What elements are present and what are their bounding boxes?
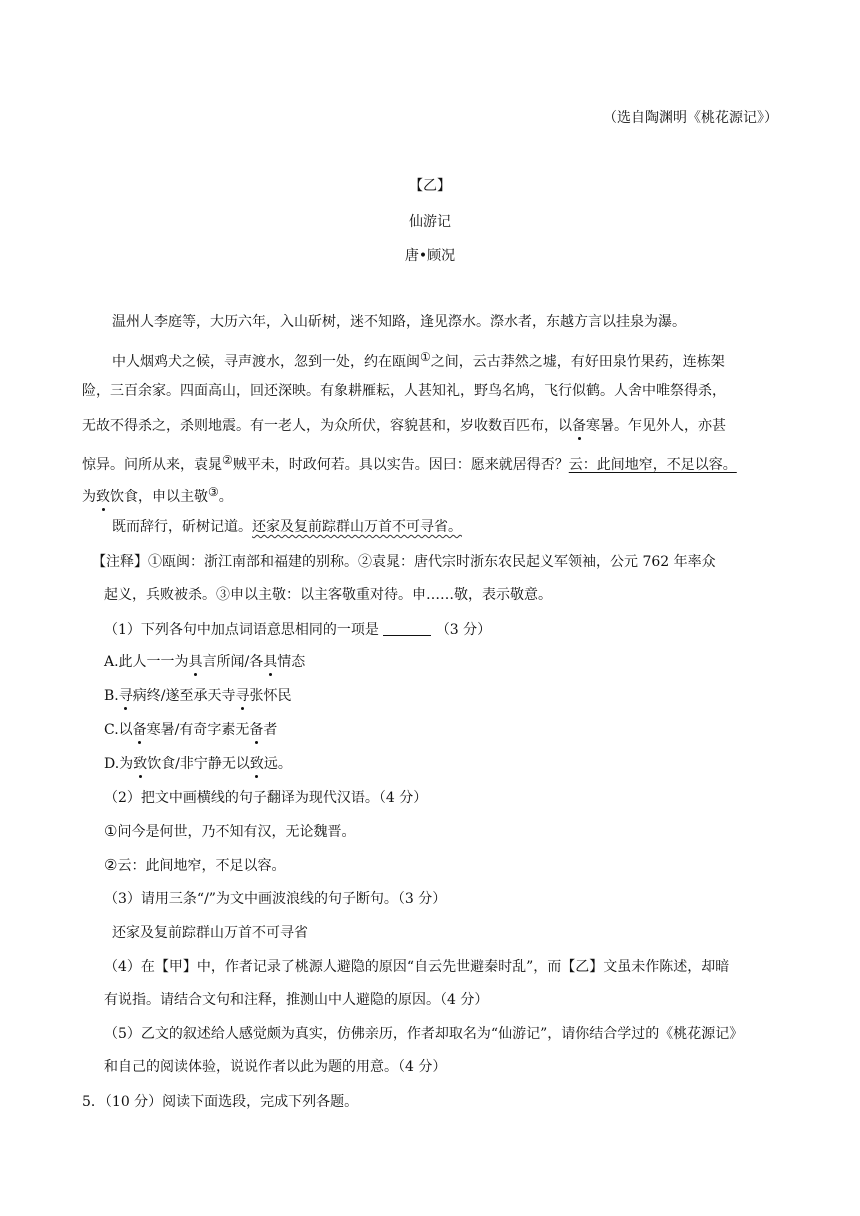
passage-author: 唐•顾况: [404, 248, 456, 264]
passage-paragraph-3: 既而辞行，斫树记道。还家及复前踪群山万首不可寻省。: [112, 519, 462, 535]
question-1-option-d: D.为致饮食/非宁静无以致远。: [104, 756, 292, 772]
question-3-sentence: 还家及复前踪群山万首不可寻省: [112, 925, 308, 941]
question-4-line-2: 有说指。请结合文句和注释，推测山中人避隐的原因。（4 分）: [104, 992, 489, 1008]
question-2-sentence-1: ①问今是何世，乃不知有汉，无论魏晋。: [104, 822, 356, 840]
emphasis-dot-char: 备: [572, 418, 586, 434]
notes-line-2: 起义，兵败被杀。③申以主敬：以主客敬重对待。申……敬，表示敬意。: [104, 587, 552, 603]
next-question-heading: 5．（10 分）阅读下面选段，完成下列各题。: [82, 1094, 359, 1110]
question-1-option-b: B.寻病终/遂至承天寺寻张怀民: [104, 688, 292, 704]
notes-line-1: 【注释】①瓯闽：浙江南部和福建的别称。②袁晁：唐代宗时浙东农民起义军领袖，公元 762 年率众: [92, 554, 716, 570]
footnote-ref-3: ③: [208, 485, 219, 499]
question-1-stem: （1）下列各句中加点词语意思相同的一项是 （3 分）: [104, 622, 492, 638]
wavy-underlined-sentence: 还家及复前踪群山万首不可寻省。: [252, 519, 462, 535]
passage-paragraph-2-line-3: 无故不得杀之，杀则地震。有一老人，为众所伏，容貌甚和，岁收数百匹布，以备寒暑。乍见外人，亦甚: [82, 418, 726, 434]
passage-title: 仙游记: [409, 214, 451, 230]
question-2-stem: （2）把文中画横线的句子翻译为现代汉语。（4 分）: [104, 790, 428, 806]
passage-paragraph-2-line-2: 险，三百余家。四面高山，回还深映。有象耕雁耘，人甚知礼，野鸟名鸠，飞行似鹤。人舍中唯祭得杀，: [82, 383, 726, 399]
footnote-ref-2: ②: [222, 453, 233, 467]
passage-paragraph-1: 温州人李庭等，大历六年，入山斫树，迷不知路，逢见漈水。漈水者，东越方言以挂泉为瀑。: [112, 314, 686, 330]
question-5-line-2: 和自己的阅读体验，说说作者以此为题的用意。（4 分）: [104, 1059, 447, 1075]
question-1-option-a: A.此人一一为具言所闻/各具情态: [104, 654, 306, 670]
passage-paragraph-2-line-1: 中人烟鸡犬之候，寻声渡水，忽到一处，约在瓯闽①之间，云古莽然之墟，有好田泉竹果药，连栋架: [112, 350, 725, 370]
passage-paragraph-2-line-4: 惊异。问所从来，袁晁②贼平未，时政何若。具以实告。因曰：愿来就居得否？云：此间地窄，不足以容。: [82, 453, 737, 473]
question-5-line-1: （5）乙文的叙述给人感觉颇为真实，仿佛亲历，作者却取名为“仙游记”，请你结合学过的《桃花源记》: [104, 1026, 744, 1042]
question-2-sentence-2: ②云：此间地窄，不足以容。: [104, 856, 286, 874]
emphasis-dot-char: 致: [96, 489, 110, 505]
passage-paragraph-2-line-5: 为致饮食，申以主敬③。: [82, 485, 233, 505]
question-3-stem: （3）请用三条“/”为文中画波浪线的句子断句。（3 分）: [104, 891, 447, 907]
question-1-option-c: C.以备寒暑/有奇字素无备者: [104, 722, 278, 738]
answer-blank: [383, 621, 431, 636]
section-label: 【乙】: [409, 178, 451, 194]
question-4-line-1: （4）在【甲】中，作者记录了桃源人避隐的原因“自云先世避秦时乱”，而【乙】文虽未作陈述，却暗: [104, 959, 730, 975]
footnote-ref-1: ①: [420, 350, 431, 364]
source-citation: （选自陶渊明《桃花源记》）: [603, 110, 778, 126]
underlined-sentence: 云：此间地窄，不足以容。: [568, 457, 737, 473]
